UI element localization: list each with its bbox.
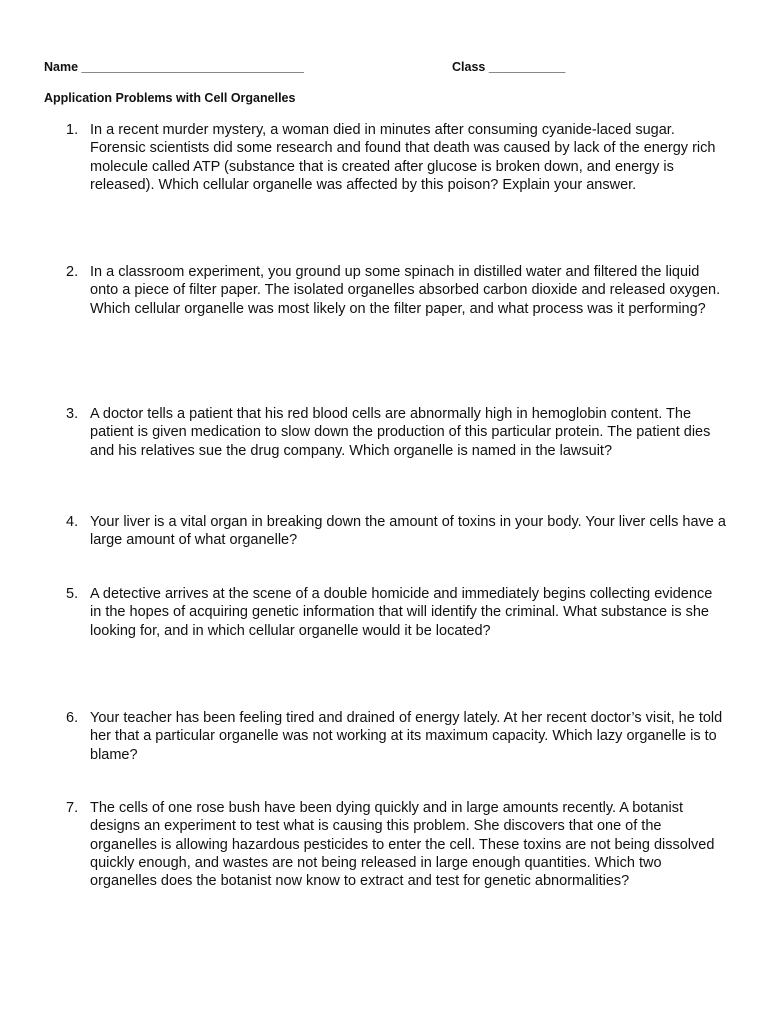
question-text: Your teacher has been feeling tired and drained of energy lately. At her recent doctor’s visit, he told her that a particular organelle was not working at its maximum capacity. Which lazy organelle is to blame? [90, 710, 723, 763]
worksheet-title: Application Problems with Cell Organelles [44, 91, 296, 105]
question-number: 5. [66, 586, 79, 602]
question-5 [66, 585, 726, 640]
question-number: 4. [66, 514, 79, 530]
question-text: In a recent murder mystery, a woman died in minutes after consuming cyanide-laced sugar. Forensic scientists did some research and found that death was caused by lack of the energy rich molecule called ATP (substance that is created after glucose is broken down, and energy is released). Which cellular organelle was affected by this poison? Explain your answer. [90, 122, 716, 193]
question-text: A detective arrives at the scene of a double homicide and immediately begins collecting evidence in the hopes of acquiring genetic information that will identify the criminal. What substance is she looking for, and in which cellular organelle would it be located? [90, 586, 713, 639]
question-number: 7. [66, 800, 79, 816]
class-field-line: Class ___________ [452, 60, 566, 74]
question-1 [66, 121, 726, 194]
question-6 [66, 709, 726, 764]
question-number: 3. [66, 406, 79, 422]
question-3 [66, 405, 726, 460]
question-number: 2. [66, 264, 79, 280]
question-text: A doctor tells a patient that his red blood cells are abnormally high in hemoglobin content. The patient is given medication to slow down the production of this particular protein. The patient dies and his relatives sue the drug company. Which organelle is named in the lawsuit? [90, 406, 711, 459]
question-4 [66, 513, 726, 550]
question-number: 6. [66, 710, 79, 726]
question-text: In a classroom experiment, you ground up some spinach in distilled water and filtered the liquid onto a piece of filter paper. The isolated organelles absorbed carbon dioxide and released oxygen. Which cellular organelle was most likely on the filter paper, and what process was it performing? [90, 264, 721, 317]
name-field-line: Name ________________________________ [44, 60, 304, 74]
header-row [44, 60, 724, 80]
question-text: The cells of one rose bush have been dying quickly and in large amounts recently. A botanist designs an experiment to test what is causing this problem. She discovers that one of the organelles is allowing hazardous pesticides to enter the cell. These toxins are not being dissolved quickly enough, and wastes are not being released in large enough quantities. Which two organelles does the botanist now know to extract and test for genetic abnormalities? [90, 800, 715, 890]
question-text: Your liver is a vital organ in breaking down the amount of toxins in your body. Your liver cells have a large amount of what organelle? [90, 514, 726, 549]
question-number: 1. [66, 122, 79, 138]
question-7 [66, 799, 726, 890]
question-2 [66, 263, 726, 318]
